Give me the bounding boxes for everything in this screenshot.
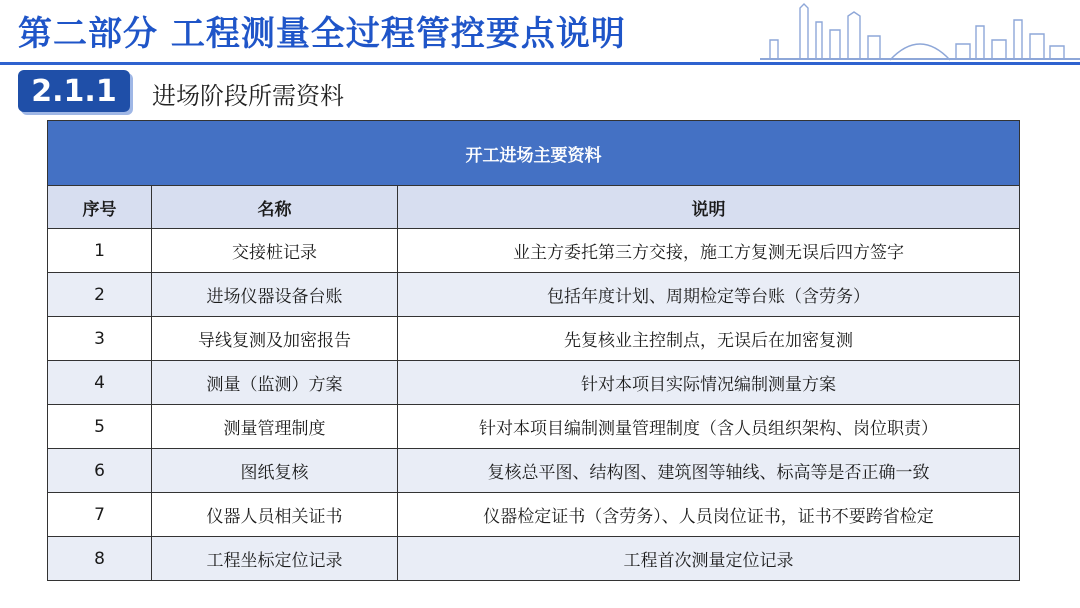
- row-description: 复核总平图、结构图、建筑图等轴线、标高等是否正确一致: [398, 449, 1020, 493]
- table-row: [48, 361, 1020, 405]
- row-description: 先复核业主控制点，无误后在加密复测: [398, 317, 1020, 361]
- row-name: 交接桩记录: [152, 229, 398, 273]
- row-name: 导线复测及加密报告: [152, 317, 398, 361]
- row-number: 1: [48, 229, 152, 273]
- row-name: 仪器人员相关证书: [152, 493, 398, 537]
- table-row: [48, 537, 1020, 581]
- row-name: 工程坐标定位记录: [152, 537, 398, 581]
- table-row: [48, 405, 1020, 449]
- row-name: 进场仪器设备台账: [152, 273, 398, 317]
- section-title: 进场阶段所需资料: [152, 82, 344, 110]
- city-skyline-icon: [760, 0, 1080, 62]
- column-header-number: 序号: [48, 186, 152, 229]
- row-name: 图纸复核: [152, 449, 398, 493]
- row-number: 2: [48, 273, 152, 317]
- row-name: 测量（监测）方案: [152, 361, 398, 405]
- row-description: 工程首次测量定位记录: [398, 537, 1020, 581]
- row-number: 7: [48, 493, 152, 537]
- slide-header: [0, 0, 1080, 62]
- row-number: 3: [48, 317, 152, 361]
- row-description: 针对本项目实际情况编制测量方案: [398, 361, 1020, 405]
- row-number: 4: [48, 361, 152, 405]
- header-divider: [0, 62, 1080, 65]
- table-header-row: [48, 186, 1020, 229]
- row-number: 6: [48, 449, 152, 493]
- row-description: 业主方委托第三方交接，施工方复测无误后四方签字: [398, 229, 1020, 273]
- page-title: 第二部分 工程测量全过程管控要点说明: [18, 14, 626, 54]
- table-caption-row: [48, 121, 1020, 186]
- column-header-name: 名称: [152, 186, 398, 229]
- row-description: 包括年度计划、周期检定等台账（含劳务）: [398, 273, 1020, 317]
- table-row: [48, 493, 1020, 537]
- row-name: 测量管理制度: [152, 405, 398, 449]
- table-row: [48, 449, 1020, 493]
- column-header-description: 说明: [398, 186, 1020, 229]
- row-description: 针对本项目编制测量管理制度（含人员组织架构、岗位职责）: [398, 405, 1020, 449]
- row-number: 8: [48, 537, 152, 581]
- materials-table: [47, 120, 1020, 581]
- table-row: [48, 229, 1020, 273]
- table-row: [48, 273, 1020, 317]
- section-number-badge: 2.1.1: [18, 70, 130, 112]
- table-row: [48, 317, 1020, 361]
- row-description: 仪器检定证书（含劳务）、人员岗位证书，证书不要跨省检定: [398, 493, 1020, 537]
- table-caption: 开工进场主要资料: [48, 121, 1020, 186]
- row-number: 5: [48, 405, 152, 449]
